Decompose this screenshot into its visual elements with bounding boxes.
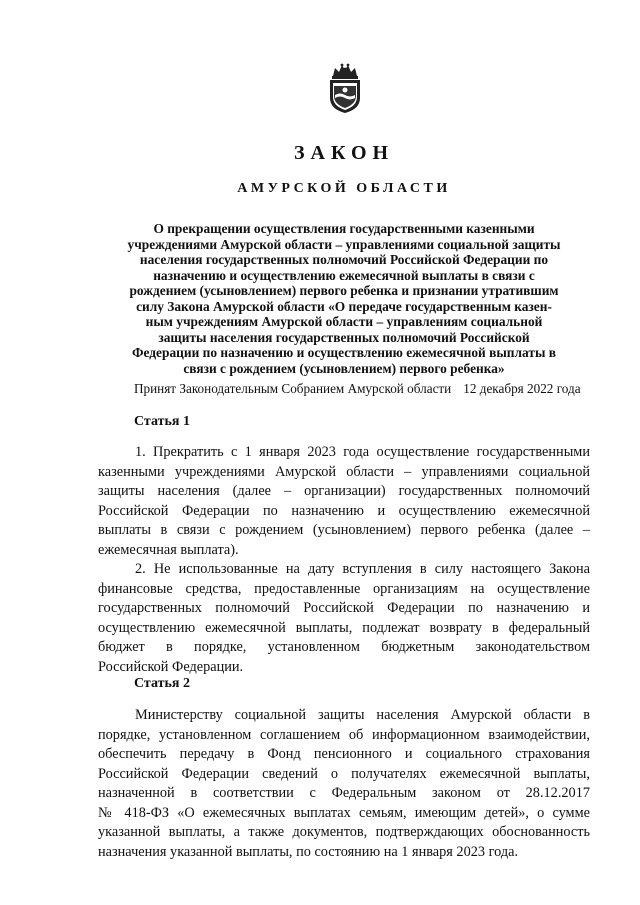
paragraph-line: Российской Федерации.: [98, 658, 244, 675]
document-subtitle: АМУРСКОЙ ОБЛАСТИ: [237, 181, 451, 196]
law-heading-line: силу Закона Амурской области «О передаче государственным казен-: [136, 298, 552, 314]
paragraph-line: Российской Федерации сведений о получателях ежемесячной выплаты,: [98, 765, 590, 782]
paragraph-line: ежемесячная выплата).: [98, 541, 239, 558]
paragraph-line: Российской Федерации по назначению и осуществлению ежемесячной: [98, 502, 590, 519]
paragraph-line: 1. Прекратить с 1 января 2023 года осуществление государственными: [135, 444, 590, 460]
paragraph-line: финансовые средства, предоставленные организациям на осуществление: [98, 580, 590, 597]
law-heading-line: назначению и осуществлению ежемесячной выплаты в связи с: [153, 267, 535, 283]
paragraph-line: назначенной в соответствии с Федеральным законом от 28.12.2017: [98, 785, 590, 801]
law-heading-line: рождением (усыновлением) первого ребенка и признании утратившим: [129, 283, 559, 298]
law-heading: [100, 221, 588, 376]
law-heading-line: связи с рождением (усыновлением) первого ребенка»: [183, 360, 505, 376]
paragraph-line: назначения указанной выплаты, по состоянию на 1 января 2023 года.: [98, 843, 519, 860]
paragraph-line: осуществлению ежемесячной выплаты, подлежат возврату в федеральный: [98, 619, 590, 636]
article-2-title: Статья 2: [134, 676, 190, 691]
paragraph-line: государственных полномочий Российской Федерации по назначению и: [98, 600, 590, 616]
paragraph-line: обеспечить передачу в Фонд пенсионного и социального страхования: [98, 746, 590, 762]
paragraph-line: порядке, установленном соглашением об информационном взаимодействии,: [98, 726, 590, 743]
article-1-title: Статья 1: [134, 414, 190, 429]
paragraph-line: защиты населения (далее – организации) государственных полномочий: [98, 483, 590, 499]
coat-of-arms-emblem-icon: [325, 62, 365, 114]
law-heading-line: Федерации по назначению и осуществлению ежемесячной выплаты в: [132, 345, 556, 360]
paragraph-line: бюджет в порядке, установленном бюджетным законодательством: [98, 639, 590, 655]
adoption-text: Принят Законодательным Собранием Амурской области: [134, 381, 452, 396]
law-heading-line: защиты населения государственных полномочий Российской: [158, 329, 530, 345]
paragraph-line: указанной выплаты, а также документов, подтверждающих обоснованность: [98, 824, 590, 840]
law-heading-line: ным учреждениям Амурской области – управлениям социальной: [145, 314, 543, 329]
law-heading-line: населения государственных полномочий Российской Федерации по: [139, 252, 549, 267]
law-heading-line: О прекращении осуществления государственными казенными: [153, 221, 535, 236]
article-1-paragraph-1: [98, 443, 590, 560]
paragraph-line: № 418-ФЗ «О ежемесячных выплатах семьям, имеющим детей», о сумме: [98, 804, 590, 821]
article-1-paragraph-2: [98, 560, 590, 677]
law-heading-line: учреждениями Амурской области – управлениями социальной защиты: [127, 236, 561, 252]
paragraph-line: 2. Не использованные на дату вступления в силу настоящего Закона: [135, 561, 590, 577]
paragraph-line: Министерству социальной защиты населения Амурской области в: [135, 707, 590, 723]
document-title: ЗАКОН: [293, 142, 395, 164]
adoption-line: [134, 381, 581, 397]
paragraph-line: выплаты в связи с рождением (усыновлением) первого ребенка (далее –: [98, 522, 590, 538]
paragraph-line: казенными учреждениями Амурской области – управлениями социальной: [98, 463, 590, 480]
article-2-paragraph-1: [98, 706, 590, 862]
adoption-date: 12 декабря 2022 года: [463, 381, 581, 396]
